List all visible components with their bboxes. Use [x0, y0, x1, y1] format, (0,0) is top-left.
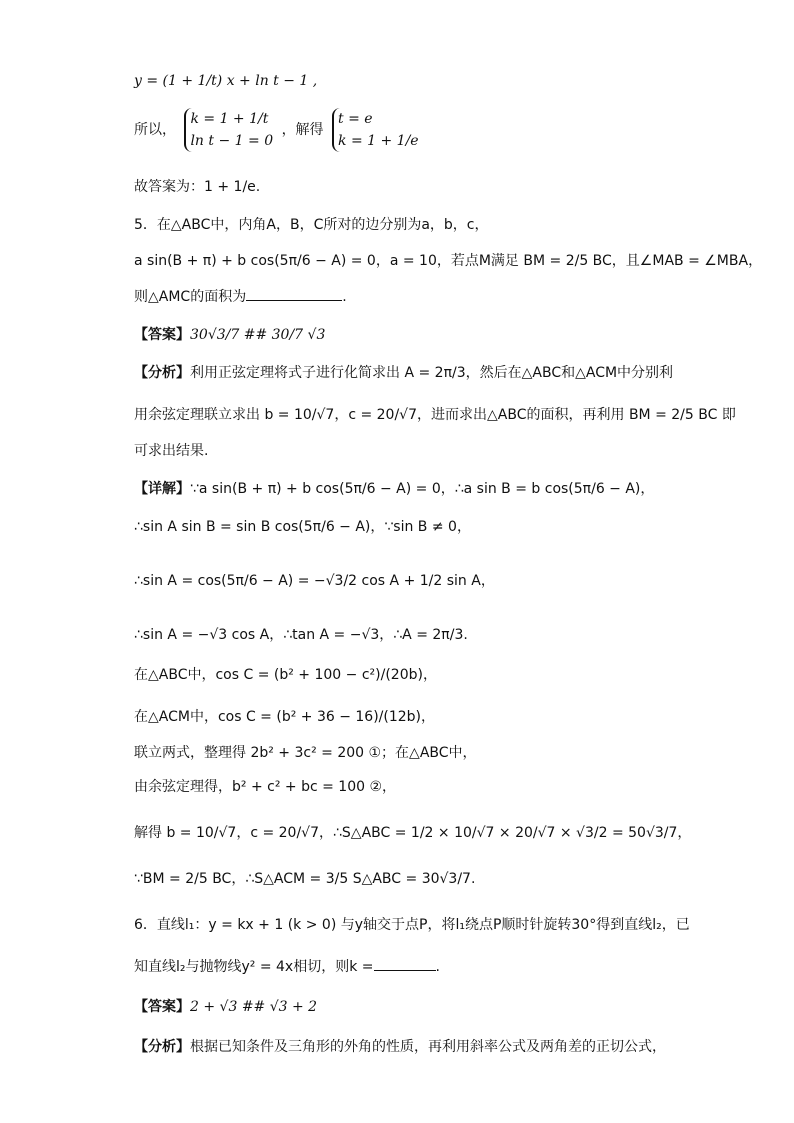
q6-answer-blank: [374, 970, 436, 971]
q5-detail-9: 解得 b = 10/√7，c = 20/√7，∴S△ABC = 1/2 × 10/√7 × 20/√7 × √3/2 = 50√3/7，: [134, 825, 692, 841]
q5-answer-blank: [246, 300, 342, 301]
system-right: [332, 108, 419, 152]
q5-analysis-1: [134, 362, 673, 384]
q5-analysis-2: 用余弦定理联立求出 b = 10/√7，c = 20/√7，进而求出△ABC的面积，再利用 BM = 2/5 BC 即: [134, 407, 736, 423]
q5-detail-2: ∴sin A sin B = sin B cos(5π/6 − A)，∵sin B ≠ 0，: [134, 519, 471, 535]
q5-detail-10: ∵BM = 2/5 BC，∴S△ACM = 3/5 S△ABC = 30√3/7.: [134, 871, 476, 887]
q6-answer-label: 【答案】: [134, 999, 190, 1015]
q5-analysis-label: 【分析】: [134, 365, 190, 381]
q6-answer: [134, 996, 317, 1018]
q6-answer-value: 2 + √3 ## √3 + 2: [190, 999, 318, 1015]
q5-detail-7: 联立两式，整理得 2b² + 3c² = 200 ①；在△ABC中，: [134, 745, 477, 761]
q5-answer: [134, 324, 325, 346]
system-right-eq2: k = 1 + 1/e: [338, 133, 419, 149]
equation-line-tangent: y = (1 + 1/t) x + ln t − 1 ,: [134, 73, 318, 89]
q6-analysis: [134, 1036, 666, 1058]
text-so: 所以，: [134, 122, 176, 138]
q5-ask-text: 则△AMC的面积为: [134, 289, 247, 305]
q5-detail-label: 【详解】: [134, 481, 190, 497]
q5-answer-value: 30√3/7 ## 30/7 √3: [190, 327, 326, 343]
q5-analysis-text-1: 利用正弦定理将式子进行化简求出 A = 2π/3，然后在△ABC和△ACM中分别利: [190, 365, 674, 381]
q5-detail-1: [134, 478, 654, 500]
answer-line-prev: 故答案为：1 + 1/e.: [134, 179, 261, 195]
q5-detail-8: 由余弦定理得，b² + c² + bc = 100 ②，: [134, 779, 397, 795]
q6-analysis-text: 根据已知条件及三角形的外角的性质，再利用斜率公式及两角差的正切公式，: [190, 1039, 666, 1055]
q6-line-2: 知直线l₂与抛物线y² = 4x相切，则k = .: [134, 959, 440, 975]
q5-detail-3: ∴sin A = cos(5π/6 − A) = −√3/2 cos A + 1/2 sin A，: [134, 573, 495, 589]
system-left: [184, 108, 273, 152]
system-line: [134, 108, 423, 152]
q5-answer-label: 【答案】: [134, 327, 190, 343]
q5-ask: 则△AMC的面积为 .: [134, 289, 347, 305]
q5-condition: a sin(B + π) + b cos(5π/6 − A) = 0，a = 10，若点M满足 BM = 2/5 BC，且∠MAB = ∠MBA，: [134, 253, 763, 269]
system-left-eq1: k = 1 + 1/t: [190, 111, 269, 127]
q5-detail-4: ∴sin A = −√3 cos A，∴tan A = −√3，∴A = 2π/3.: [134, 627, 468, 643]
q6-analysis-label: 【分析】: [134, 1039, 190, 1055]
q5-detail-6: 在△ACM中，cos C = (b² + 36 − 16)/(12b)，: [134, 709, 436, 725]
q5-title: 5．在△ABC中，内角A，B，C所对的边分别为a，b，c，: [134, 217, 489, 233]
system-left-eq2: ln t − 1 = 0: [190, 133, 274, 149]
q6-line-1: 6．直线l₁：y = kx + 1 (k > 0) 与y轴交于点P，将l₁绕点P顺时针旋转30°得到直线l₂，已: [134, 917, 690, 933]
system-right-eq1: t = e: [338, 111, 373, 127]
q6-line-2-text: 知直线l₂与抛物线y² = 4x相切，则k =: [134, 959, 374, 975]
q5-detail-text-1: ∵a sin(B + π) + b cos(5π/6 − A) = 0，∴a sin B = b cos(5π/6 − A)，: [190, 481, 655, 497]
text-solve: ，解得: [281, 122, 324, 138]
q5-analysis-3: 可求出结果.: [134, 443, 209, 459]
q5-detail-5: 在△ABC中，cos C = (b² + 100 − c²)/(20b)，: [134, 667, 437, 683]
